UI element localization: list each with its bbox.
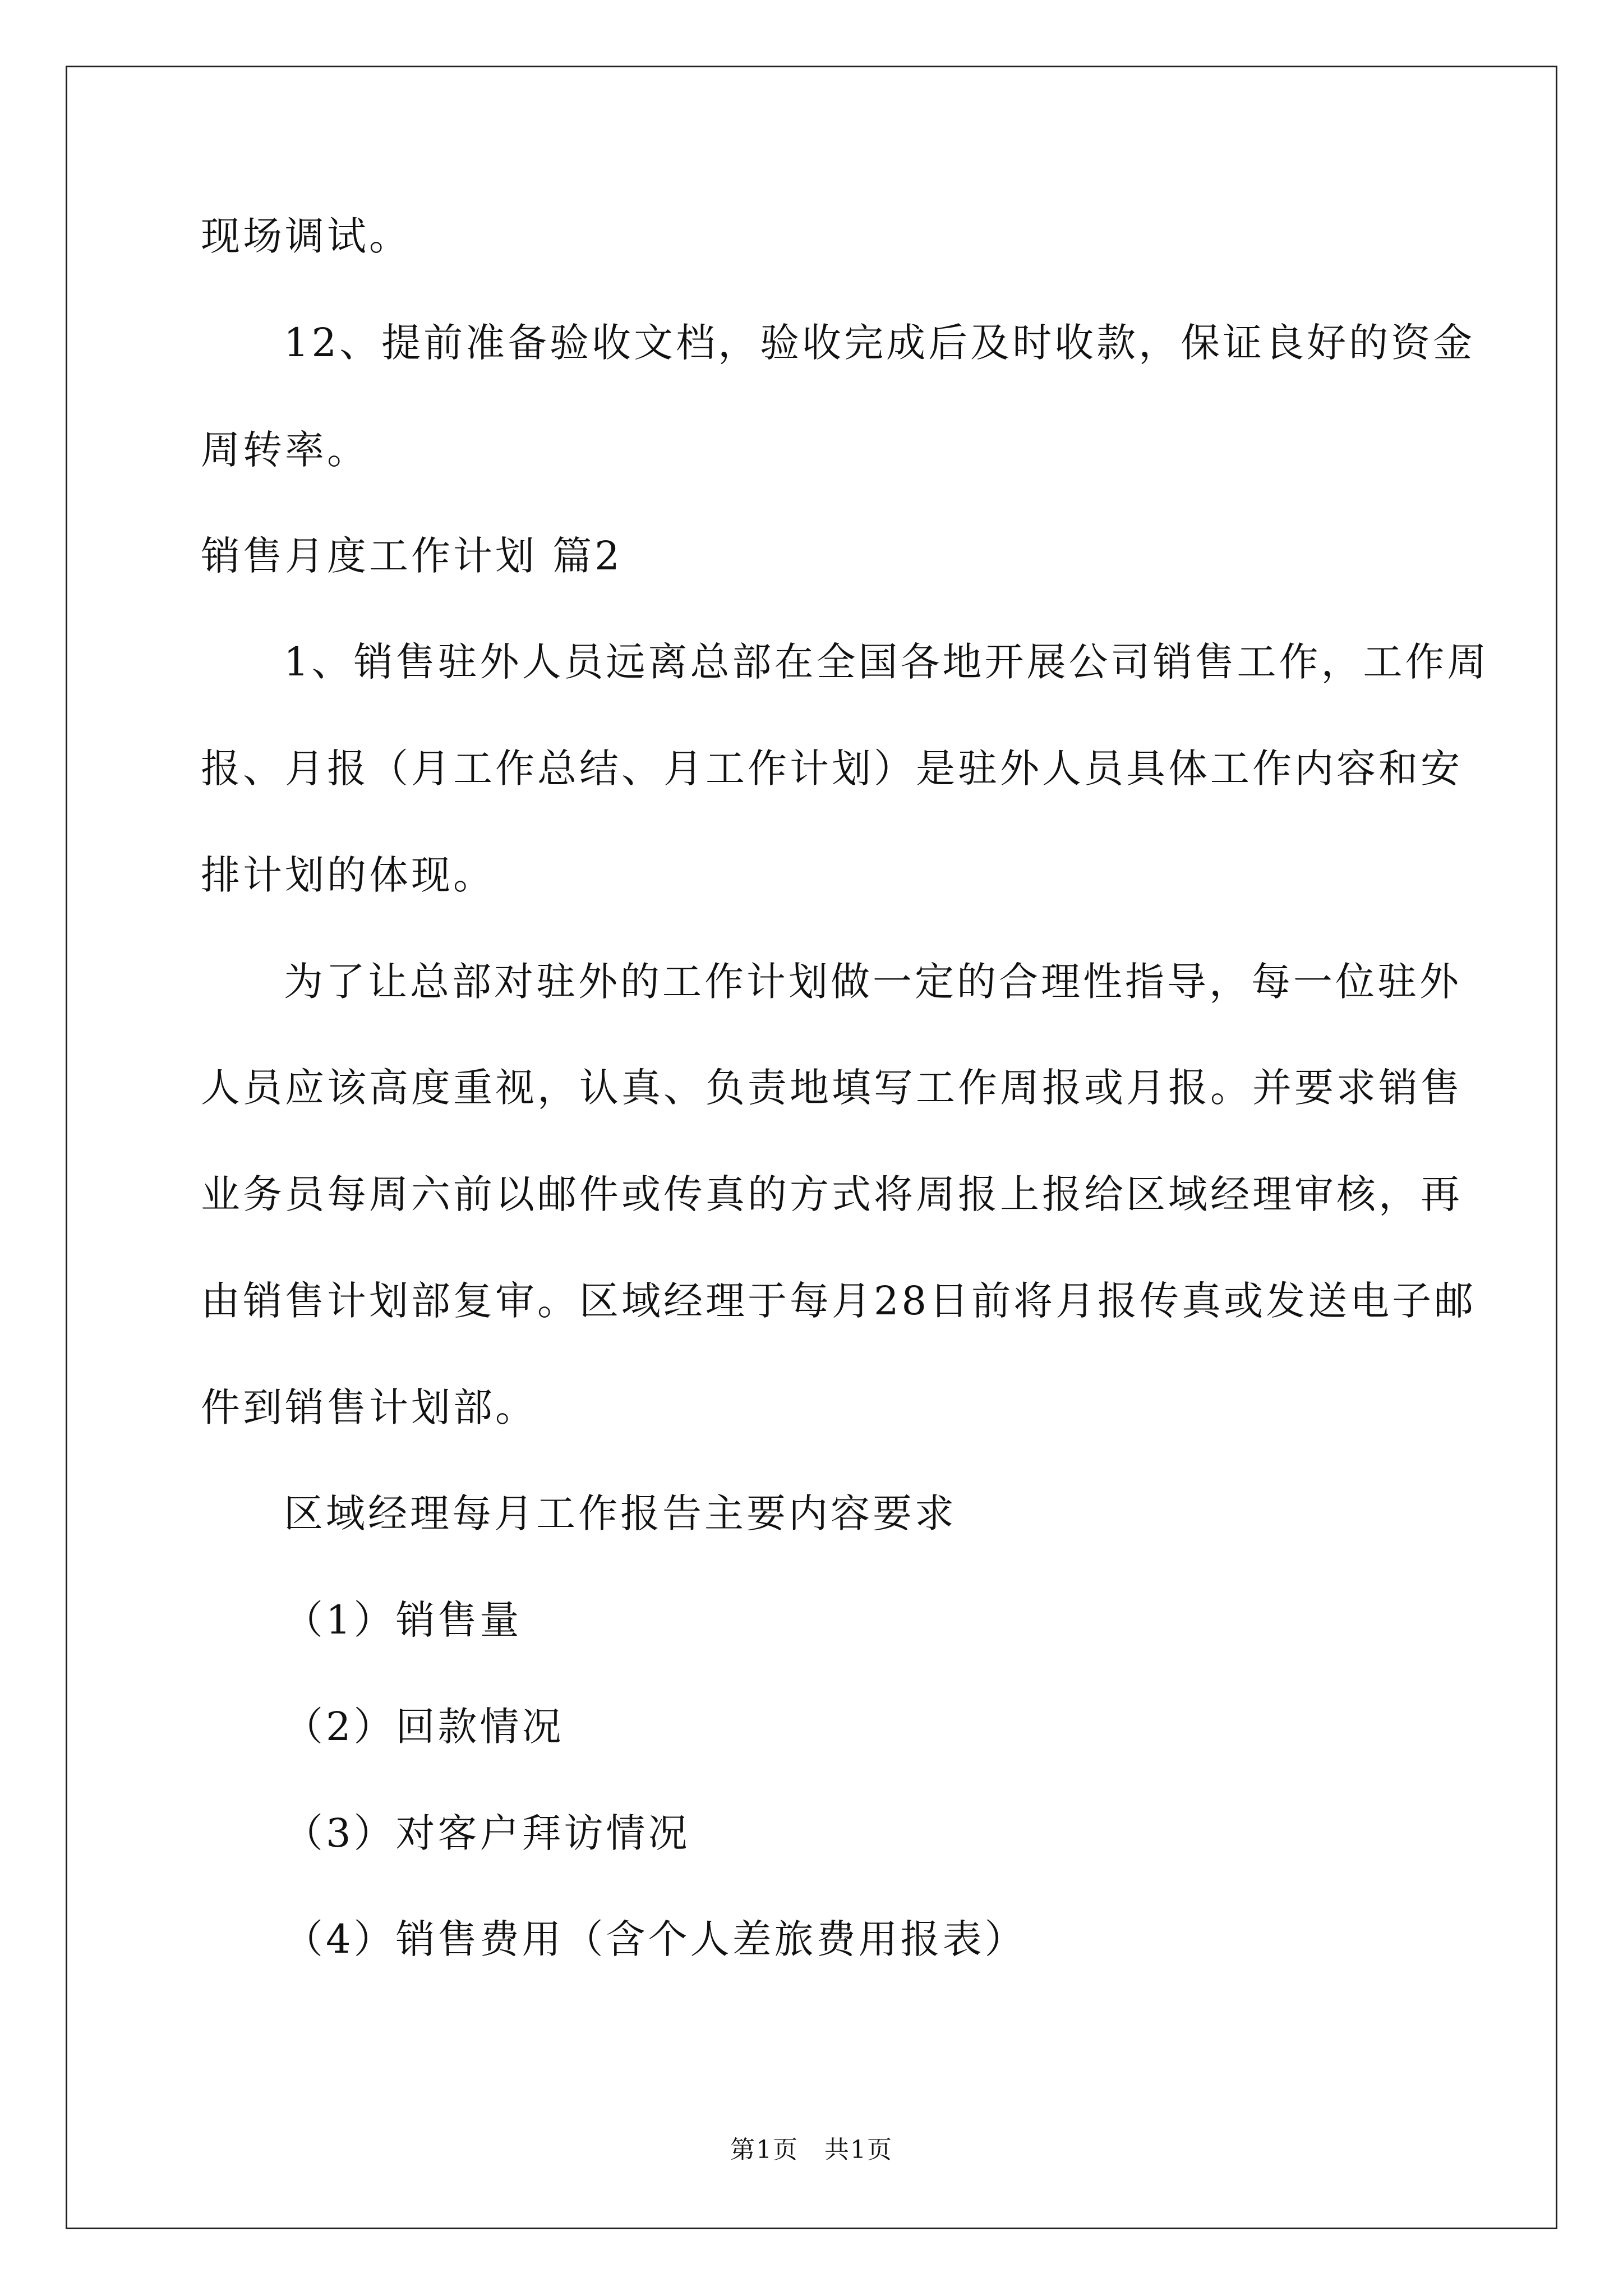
section-heading: 销售月度工作计划 篇2 <box>201 533 623 579</box>
paragraph-line: 周转率。 <box>201 427 369 473</box>
paragraph-line: 区域经理每月工作报告主要内容要求 <box>284 1490 957 1536</box>
paragraph-line: 1、销售驻外人员远离总部在全国各地开展公司销售工作，工作周 <box>284 639 1490 685</box>
page-number-footer: 第1页 共1页 <box>730 2136 893 2164</box>
list-item: （1）销售量 <box>284 1597 522 1643</box>
paragraph-line: 业务员每周六前以邮件或传真的方式将周报上报给区域经理审核，再 <box>201 1171 1463 1217</box>
page-border <box>66 66 1557 2229</box>
list-item: （3）对客户拜访情况 <box>284 1810 690 1856</box>
list-item: （2）回款情况 <box>284 1704 564 1750</box>
paragraph-line: 由销售计划部复审。区域经理于每月28日前将月报传真或发送电子邮 <box>201 1278 1477 1324</box>
paragraph-line: 人员应该高度重视，认真、负责地填写工作周报或月报。并要求销售 <box>201 1065 1463 1111</box>
paragraph-line: 现场调试。 <box>201 213 411 259</box>
paragraph-line: 12、提前准备验收文档，验收完成后及时收款，保证良好的资金 <box>284 320 1476 366</box>
paragraph-line: 排计划的体现。 <box>201 852 495 898</box>
paragraph-line: 件到销售计划部。 <box>201 1384 537 1430</box>
paragraph-line: 报、月报（月工作总结、月工作计划）是驻外人员具体工作内容和安 <box>201 746 1463 792</box>
list-item: （4）销售费用（含个人差旅费用报表） <box>284 1916 1027 1962</box>
paragraph-line: 为了让总部对驻外的工作计划做一定的合理性指导，每一位驻外 <box>284 959 1461 1005</box>
